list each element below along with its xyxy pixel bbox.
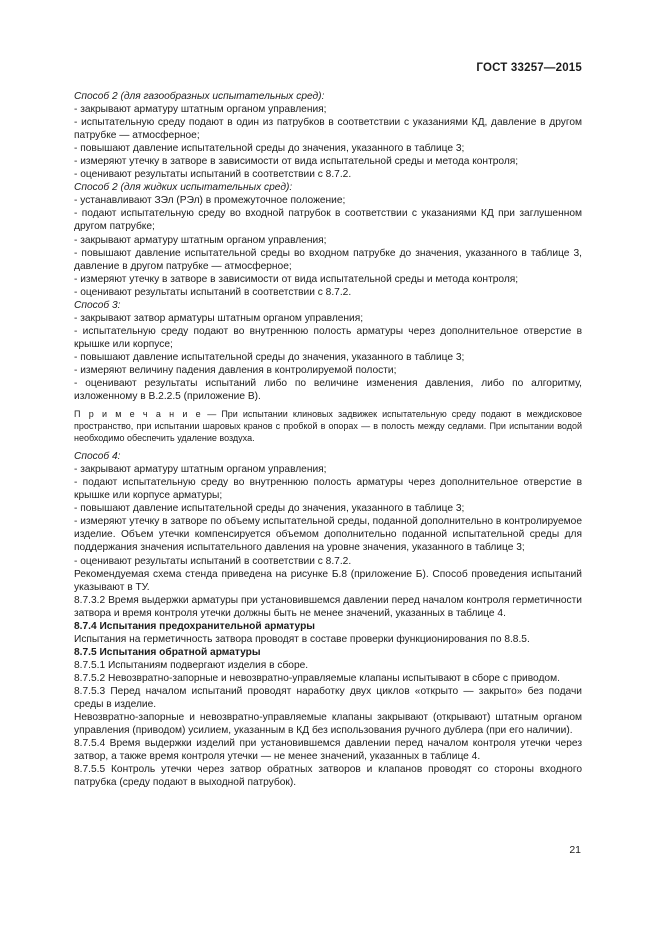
body-paragraph: - оценивают результаты испытаний в соответствии с 8.7.2. xyxy=(74,286,352,298)
body-paragraph: 8.7.5.3 Перед началом испытаний проводят наработку двух циклов «открыто — закрыто» без подачи среды в изделие. xyxy=(74,685,582,711)
note-text: — При испытании клиновых задвижек испытательную среду подают в междисковое пространство, при испытании шаровых кранов с пробкой в опорах — в полость между седлами. При испытании водой необходимо обеспечить удаление воздуха. xyxy=(74,409,583,444)
body-paragraph: - испытательную среду подают во внутреннюю полость арматуры через дополнительное отверстие в крышке или корпусе; xyxy=(74,325,582,350)
body-paragraph: - повышают давление испытательной среды до значения, указанного в таблице 3; xyxy=(74,503,465,515)
body-paragraph: Невозвратно-запорные и невозвратно-управляемые клапаны закрывают (открывают) штатным органом управления (приводом) усилием, указанным в КД без использования ручного дублера (при его наличии). xyxy=(74,712,582,737)
body-paragraph: 8.7.5.4 Время выдержки изделий при установившемся давлении перед началом контроля утечки через затвор, а также время контроля утечки — не менее значений, указанных в таблице 4. xyxy=(74,738,582,763)
body-paragraph: Испытания на герметичность затвора проводят в составе проверки функционирования по 8.8.5. xyxy=(74,633,530,645)
body-paragraph: - испытательную среду подают в один из патрубков в соответствии с указаниями КД, давление в другом патрубке — атмосферное; xyxy=(74,117,582,142)
body-paragraph: - устанавливают ЗЭл (РЭл) в промежуточное положение; xyxy=(74,195,346,207)
body-paragraph: - измеряют утечку в затворе в зависимости от вида испытательной среды и метода контроля; xyxy=(74,273,519,285)
body-paragraph: - закрывают затвор арматуры штатным органом управления; xyxy=(74,312,364,324)
body-paragraph: - закрывают арматуру штатным органом управления; xyxy=(74,234,327,246)
method-heading: Способ 4: xyxy=(74,451,121,463)
note-paragraph xyxy=(74,408,582,444)
body-paragraph: - подают испытательную среду во внутреннюю полость арматуры через дополнительное отверстие в крышке или корпусе арматуры; xyxy=(74,477,582,502)
body-paragraph: - оценивают результаты испытаний либо по величине изменения давления, либо по алгоритму, изложенному в В.2.2.5 (приложение В). xyxy=(74,378,582,403)
method-heading: Способ 2 (для газообразных испытательных сред): xyxy=(74,91,325,102)
body-paragraph: - повышают давление испытательной среды до значения, указанного в таблице 3; xyxy=(74,143,465,155)
section-heading: 8.7.4 Испытания предохранительной арматуры xyxy=(74,620,316,632)
body-paragraph: - измеряют утечку в затворе в зависимости от вида испытательной среды и метода контроля; xyxy=(74,156,519,168)
body-paragraph: - повышают давление испытательной среды до значения, указанного в таблице 3; xyxy=(74,351,465,363)
body-paragraph: - закрывают арматуру штатным органом управления; xyxy=(74,464,327,476)
body-paragraph: - подают испытательную среду во входной патрубок в соответствии с указаниями КД при заглушенном другом патрубке; xyxy=(74,208,582,233)
method-heading: Способ 2 (для жидких испытательных сред): xyxy=(74,182,293,194)
body-paragraph: - оценивают результаты испытаний в соответствии с 8.7.2. xyxy=(74,169,352,181)
section-heading: 8.7.5 Испытания обратной арматуры xyxy=(74,646,261,658)
body-paragraph: 8.7.5.1 Испытаниям подвергают изделия в сборе. xyxy=(74,659,309,671)
body-paragraph: 8.7.5.5 Контроль утечки через затвор обратных затворов и клапанов проводят со стороны входного патрубка (среду подают в выходной патрубок). xyxy=(74,764,582,789)
body-paragraph: Рекомендуемая схема стенда приведена на рисунке Б.8 (приложение Б). Способ проведения испытаний указывают в ТУ. xyxy=(74,568,582,593)
body-paragraph: - измеряют утечку в затворе по объему испытательной среды, поданной дополнительно в контролируемое изделие. Объем утечки компенсируется объемом дополнительно поданной испытательной среды для поддержания значения испытательного давления на уровне значения, указанного в таблице 3; xyxy=(74,516,582,554)
note-label: П р и м е ч а н и е xyxy=(74,409,203,420)
body-paragraph: - закрывают арматуру штатным органом управления; xyxy=(74,104,327,116)
body-paragraph: - измеряют величину падения давления в контролируемой полости; xyxy=(74,364,397,376)
body-paragraph: 8.7.3.2 Время выдержки арматуры при установившемся давлении перед началом контроля герметичности затвора и время контроля утечки должны быть не менее значений, указанных в таблице 4. xyxy=(74,594,582,619)
body-paragraph: 8.7.5.2 Невозвратно-запорные и невозвратно-управляемые клапаны испытывают в сборе с приводом. xyxy=(74,672,560,684)
document-body xyxy=(74,90,582,789)
method-heading: Способ 3: xyxy=(74,299,121,311)
document-header-id: ГОСТ 33257—2015 xyxy=(476,62,582,74)
page-number: 21 xyxy=(569,844,581,856)
body-paragraph: - повышают давление испытательной среды во входном патрубке до значения, указанного в таблице 3, давление в другом патрубке — атмосферное; xyxy=(74,247,582,272)
body-paragraph: - оценивают результаты испытаний в соответствии с 8.7.2. xyxy=(74,555,352,567)
